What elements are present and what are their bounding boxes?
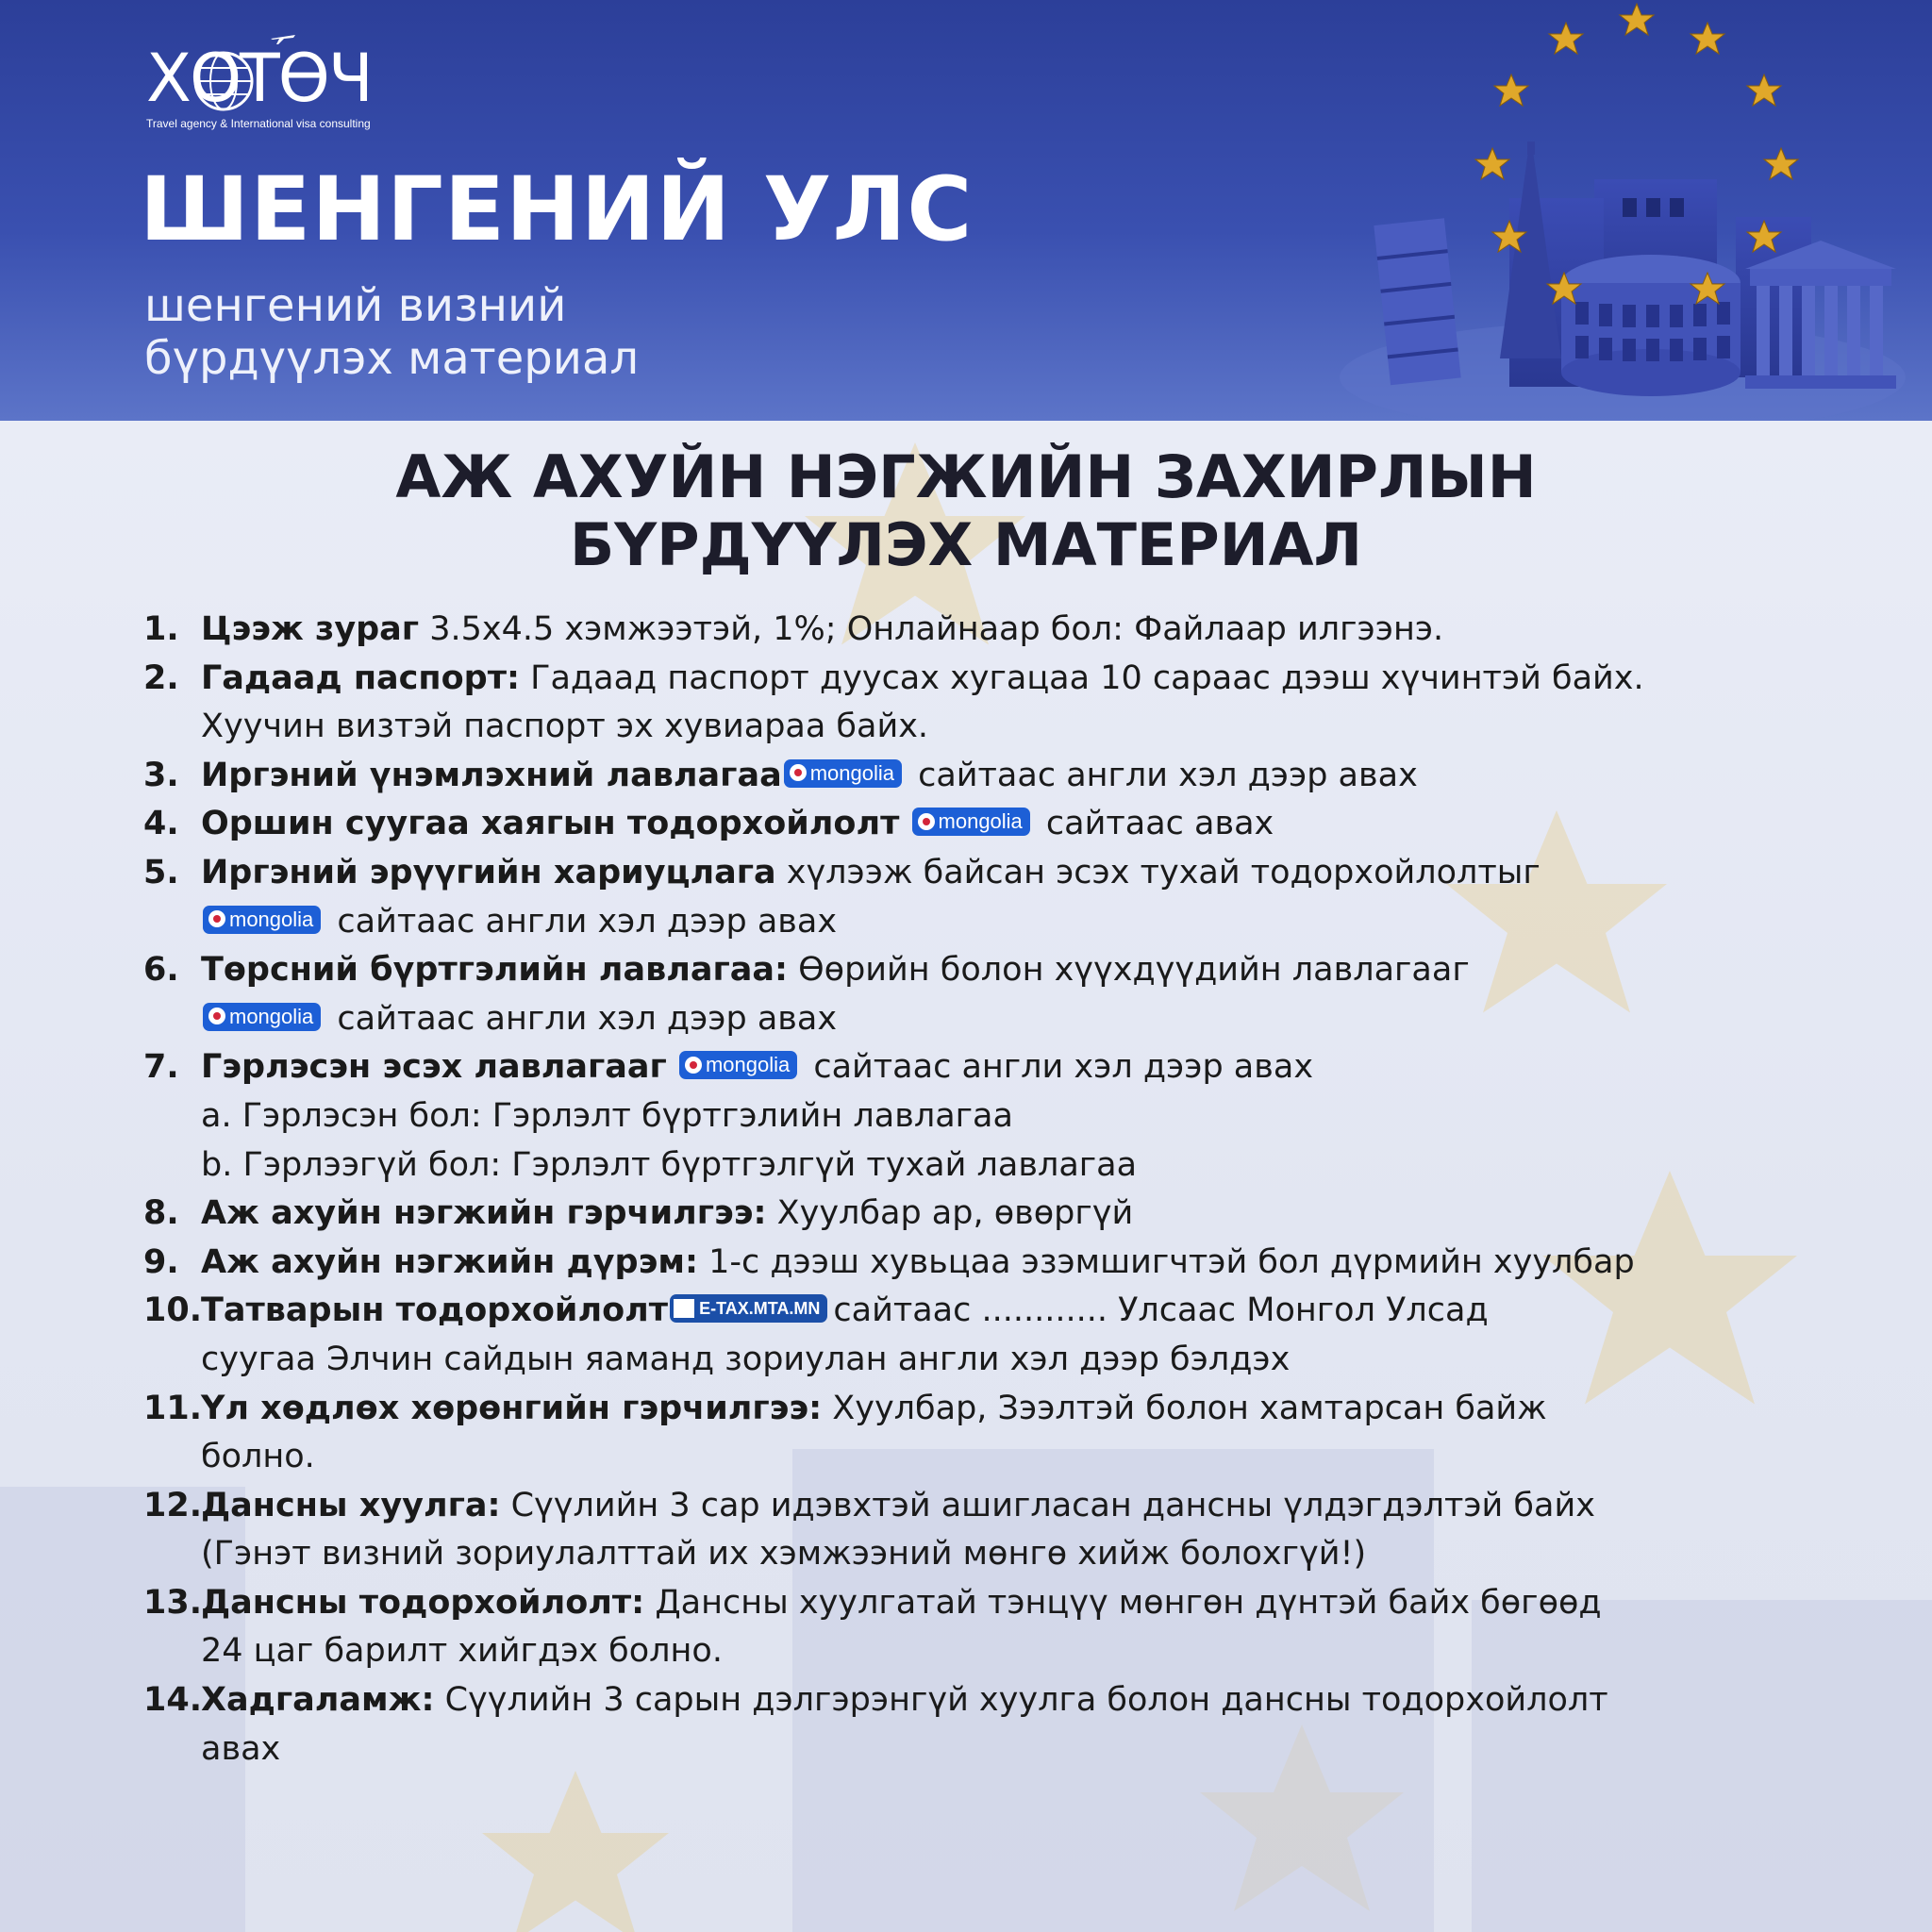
brand-logo [146, 36, 372, 130]
item-text: сайтаас ............ Улсаас Монгол Улсад [833, 1291, 1489, 1330]
list-item [143, 946, 1889, 1043]
requirements-list [143, 606, 1889, 1774]
mongolia-site-badge[interactable] [203, 906, 321, 934]
item-number: 14. [143, 1681, 203, 1720]
item-text-continued: Хуучин визтэй паспорт эх хувиараа байх. [201, 708, 929, 746]
item-text: сайтаас англи хэл дээр авах [326, 902, 838, 941]
item-text: сайтаас англи хэл дээр авах [326, 999, 838, 1038]
list-item [143, 1190, 1889, 1239]
eu-star-icon [1690, 23, 1724, 54]
item-number: 2. [143, 658, 179, 697]
item-text-continued: авах [201, 1729, 281, 1768]
item-text-continued: (Гэнэт визний зориулалттай их хэмжээний мөнгө хийж болохгүй!) [201, 1535, 1367, 1574]
item-text: Сүүлийн 3 сарын дэлгэрэнгүй хуулга болон дансны тодорхойлолт [434, 1681, 1608, 1720]
mongolia-site-badge[interactable] [784, 759, 902, 788]
etax-logo-icon [674, 1299, 694, 1318]
page-title: ШЕНГЕНИЙ УЛС [140, 158, 974, 261]
item-text: сайтаас англи хэл дээр авах [907, 756, 1418, 794]
item-text: сайтаас авах [1035, 805, 1274, 843]
list-item [143, 752, 1889, 801]
etax-site-badge[interactable] [670, 1294, 827, 1323]
section-title [0, 443, 1932, 579]
list-item [143, 800, 1889, 849]
item-number: 1. [143, 610, 179, 648]
mongolia-logo-icon [208, 1008, 225, 1024]
eu-star-icon [1620, 4, 1654, 35]
list-item [143, 1676, 1889, 1774]
header-banner [0, 0, 1932, 421]
item-text-continued: 24 цаг барилт хийгдэх болно. [201, 1632, 723, 1671]
item-heading: Гэрлэсэн эсэх лавлагааг [201, 1048, 667, 1087]
eu-star-icon [1475, 148, 1509, 179]
mongolia-logo-icon [790, 764, 807, 781]
item-heading: Цээж зураг [201, 610, 420, 648]
item-number: 3. [143, 756, 179, 794]
section-title-line-2: БҮРДҮҮЛЭХ МАТЕРИАЛ [569, 510, 1363, 579]
badge-label: mongolia [809, 760, 894, 785]
badge-label: mongolia [705, 1053, 791, 1077]
item-heading: Үл хөдлөх хөрөнгийн гэрчилгээ: [201, 1389, 823, 1427]
page-subtitle [144, 279, 639, 385]
list-item [143, 1579, 1889, 1676]
item-text: Сүүлийн 3 сар идэвхтэй ашигласан дансны үлдэгдэлтэй байх [500, 1486, 1595, 1524]
section-title-line-1: АЖ АХУЙН НЭГЖИЙН ЗАХИРЛЫН [395, 442, 1537, 511]
mongolia-logo-icon [685, 1057, 702, 1074]
item-number: 7. [143, 1048, 179, 1087]
item-number: 12. [143, 1486, 203, 1524]
list-item [143, 1385, 1889, 1482]
item-text-continued [201, 995, 1889, 1044]
item-number: 4. [143, 805, 179, 843]
eu-star-icon [1764, 148, 1798, 179]
mongolia-site-badge[interactable] [679, 1051, 797, 1079]
item-number: 10. [143, 1291, 203, 1330]
list-item [143, 606, 1889, 655]
mongolia-site-badge[interactable] [912, 808, 1030, 836]
logo-wordmark: ХОТӨЧ [146, 40, 372, 117]
list-item [143, 1482, 1889, 1579]
item-text-continued: суугаа Элчин сайдын яаманд зориулан англи хэл дээр бэлдэх [201, 1340, 1291, 1378]
item-text: 3.5x4.5 хэмжээтэй, 1%; Онлайнаар бол: Файлаар илгээнэ. [419, 610, 1444, 648]
mongolia-logo-icon [208, 910, 225, 927]
item-number: 8. [143, 1194, 179, 1233]
item-heading: Дансны тодорхойлолт: [201, 1583, 645, 1622]
item-text: Дансны хуулгатай тэнцүү мөнгөн дүнтэй байх бөгөөд [644, 1583, 1602, 1622]
item-heading: Аж ахуйн нэгжийн гэрчилгээ: [201, 1194, 767, 1233]
plane-icon [269, 30, 297, 45]
list-item [143, 1287, 1889, 1384]
item-number: 9. [143, 1242, 179, 1281]
item-text: Хуулбар, Зээлтэй болон хамтарсан байж [822, 1389, 1547, 1427]
background-star-icon [472, 1760, 679, 1932]
mongolia-site-badge[interactable] [203, 1003, 321, 1031]
item-heading: Төрсний бүртгэлийн лавлагаа: [201, 951, 788, 990]
badge-label: mongolia [938, 809, 1023, 834]
item-text: Хуулбар ар, өвөргүй [766, 1194, 1134, 1233]
logo-tagline: Travel agency & International visa consulting [146, 117, 371, 130]
landmark-illustration [1340, 0, 1906, 421]
mongolia-logo-icon [918, 813, 935, 830]
item-heading: Татварын тодорхойлолт [201, 1291, 669, 1330]
item-text: Гадаад паспорт дуусах хугацаа 10 сараас дээш хүчинтэй байх. [520, 658, 1644, 697]
list-item [143, 849, 1889, 946]
badge-label: mongolia [229, 1004, 314, 1028]
item-heading: Иргэний эрүүгийн хариуцлага [201, 853, 776, 891]
item-number: 6. [143, 951, 179, 990]
item-text: хүлээж байсан эсэх тухай тодорхойлолтыг [775, 853, 1541, 891]
item-text: 1-с дээш хувьцаа эзэмшигчтэй бол дүрмийн хуулбар [697, 1242, 1635, 1281]
item-heading: Хадгаламж: [201, 1681, 435, 1720]
eu-star-icon [1494, 75, 1528, 106]
item-text: сайтаас англи хэл дээр авах [803, 1048, 1314, 1087]
eu-star-icon [1549, 23, 1583, 54]
item-text-continued: болно. [201, 1438, 315, 1476]
item-number: 13. [143, 1583, 203, 1622]
badge-label: mongolia [229, 907, 314, 931]
item-heading: Оршин суугаа хаягын тодорхойлолт [201, 805, 900, 843]
list-item [143, 655, 1889, 752]
item-heading: Дансны хуулга: [201, 1486, 501, 1524]
item-heading: Аж ахуйн нэгжийн дүрэм: [201, 1242, 698, 1281]
item-text-continued [201, 898, 1889, 947]
item-heading: Иргэний үнэмлэхний лавлагаа [201, 756, 782, 794]
eu-star-icon [1747, 75, 1781, 106]
item-number: 5. [143, 853, 179, 891]
globe-icon [186, 42, 261, 117]
subtitle-line-1: шенгений визний [144, 279, 567, 332]
item-number: 11. [143, 1389, 203, 1427]
list-item [143, 1043, 1889, 1190]
item-text: Өөрийн болон хүүхдүүдийн лавлагааг [788, 951, 1470, 990]
sub-item-b: b. Гэрлээгүй бол: Гэрлэлт бүртгэлгүй тухай лавлагаа [201, 1145, 1138, 1184]
subtitle-line-2: бүрдүүлэх материал [144, 332, 640, 385]
list-item [143, 1239, 1889, 1288]
sub-item-a: a. Гэрлэсэн бол: Гэрлэлт бүртгэлийн лавлагаа [201, 1096, 1013, 1135]
item-heading: Гадаад паспорт: [201, 658, 520, 697]
badge-label: E-TAX.MTA.MN [699, 1299, 821, 1319]
